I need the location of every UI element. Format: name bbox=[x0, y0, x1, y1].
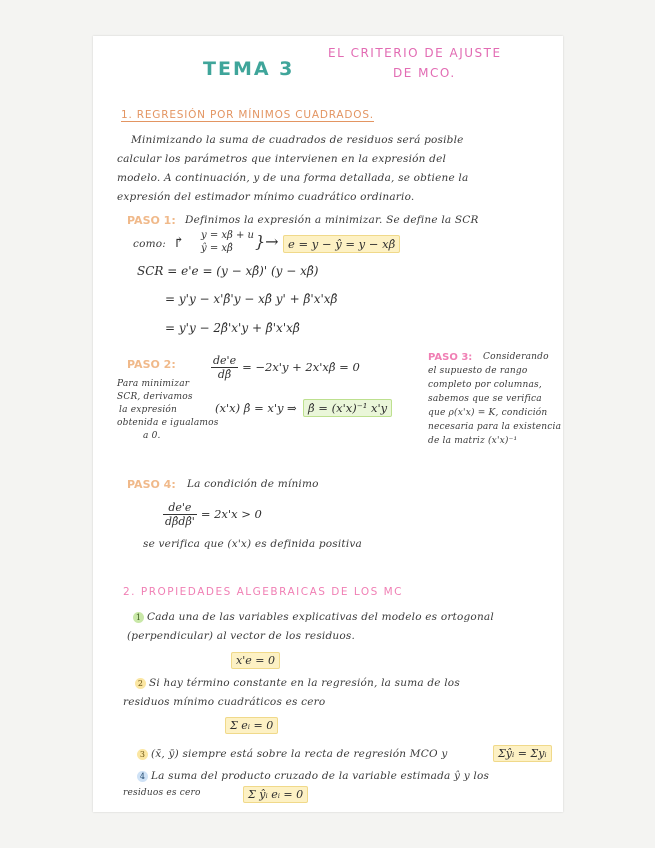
property-2-badge: 2 bbox=[135, 678, 146, 689]
scr-line-2: = y'y − x'β̂'y − xβ̂ y' + β̂'x'xβ̂ bbox=[165, 292, 338, 306]
intro-line-2: calcular los parámetros que intervienen en la expresión del bbox=[117, 153, 447, 165]
property-4-equation: Σ ŷᵢ eᵢ = 0 bbox=[243, 786, 308, 803]
deriv-den: dβ̂ bbox=[217, 368, 232, 381]
paso2-note-1: Para minimizar bbox=[117, 379, 190, 389]
intro-line-4: expresión del estimador mínimo cuadrático ordinario. bbox=[117, 191, 415, 203]
paso3-line-6: necesaria para la existencia bbox=[428, 422, 562, 432]
paso1-text: Definimos la expresión a minimizar. Se define la SCR bbox=[185, 214, 479, 226]
paso3-line-1: Considerando bbox=[483, 352, 549, 362]
d2-den: dβ̂dβ̂' bbox=[165, 515, 195, 528]
positive-definite-note: se verifica que (x'x) es definida positiva bbox=[143, 538, 362, 550]
property-4-line-2: residuos es cero bbox=[123, 788, 201, 798]
paso2-note-4: obtenida e igualamos bbox=[117, 418, 219, 428]
implies-arrow: ⇒ bbox=[287, 401, 297, 415]
paso2-note-2: SCR, derivamos bbox=[117, 392, 193, 402]
header-title-line2: DE MCO. bbox=[393, 66, 456, 80]
property-4-badge: 4 bbox=[137, 771, 148, 782]
header-title-line1: EL CRITERIO DE AJUSTE bbox=[328, 46, 502, 60]
property-3 bbox=[137, 748, 447, 760]
d2-rhs: = 2x'x > 0 bbox=[200, 507, 262, 521]
paso4-label: PASO 4: bbox=[127, 478, 176, 491]
system-bottom: ŷ = xβ̂ bbox=[201, 243, 233, 254]
paso3-line-5: que ρ(x'x) = K, condición bbox=[428, 408, 548, 418]
paso2-label: PASO 2: bbox=[127, 358, 176, 371]
property-1-badge: 1 bbox=[133, 612, 144, 623]
section2-heading: 2. PROPIEDADES ALGEBRAICAS DE LOS MC bbox=[123, 586, 403, 598]
property-1 bbox=[133, 611, 494, 623]
scr-line-3: = y'y − 2β̂'x'y + β̂'x'xβ̂ bbox=[165, 321, 300, 335]
paso3-line-2: el supuesto de rango bbox=[428, 366, 528, 376]
notebook-page bbox=[93, 36, 563, 812]
paso3-line-4: sabemos que se verifica bbox=[428, 394, 542, 404]
d2-num: de'e bbox=[163, 501, 197, 515]
second-derivative bbox=[163, 501, 262, 528]
property-4-line-1: La suma del producto cruzado de la variable estimada ŷ y los bbox=[151, 770, 490, 782]
paso2-note-3: la expresión bbox=[119, 405, 178, 415]
property-3-badge: 3 bbox=[137, 749, 148, 760]
paso4-text: La condición de mínimo bbox=[187, 478, 319, 490]
property-2-line-2: residuos mínimo cuadráticos es cero bbox=[123, 696, 326, 708]
section1-heading: 1. REGRESIÓN POR MÍNIMOS CUADRADOS. bbox=[121, 109, 374, 121]
paso3-line-7: de la matriz (x'x)⁻¹ bbox=[428, 436, 518, 446]
property-2-equation: Σ eᵢ = 0 bbox=[225, 717, 278, 734]
paso3-label: PASO 3: bbox=[428, 352, 473, 363]
tema-title: TEMA 3 bbox=[203, 58, 295, 80]
intro-line-3: modelo. A continuación, y de una forma detallada, se obtiene la bbox=[117, 172, 469, 184]
deriv-num: de'e bbox=[213, 354, 237, 367]
paso1-como: como: bbox=[133, 238, 167, 250]
property-2 bbox=[135, 677, 460, 689]
property-2-line-1: Si hay término constante en la regresión, la suma de los bbox=[149, 677, 460, 689]
residual-definition: e = y − ŷ = y − xβ̂ bbox=[283, 235, 400, 253]
deriv-rhs: = −2x'y + 2x'xβ̂ = 0 bbox=[242, 360, 360, 374]
property-3-equation: Σŷᵢ = Σyᵢ bbox=[493, 745, 552, 762]
system-top: y = xβ + u bbox=[201, 230, 254, 241]
property-4 bbox=[137, 770, 489, 782]
paso2-note-5: a 0. bbox=[143, 431, 161, 441]
brace-arrow: }→ bbox=[255, 232, 279, 251]
normal-equations: (x'x) β̂ = x'y bbox=[215, 401, 284, 415]
paso3-line-3: completo por columnas, bbox=[428, 380, 542, 390]
scr-line-1: SCR = e'e = (y − xβ̂)' (y − xβ̂) bbox=[137, 264, 319, 278]
property-1-line-1: Cada una de las variables explicativas del modelo es ortogonal bbox=[147, 611, 494, 623]
arrow-icon: ↱ bbox=[173, 235, 185, 251]
intro-line-1: Minimizando la suma de cuadrados de residuos será posible bbox=[131, 134, 464, 146]
property-1-line-2: (perpendicular) al vector de los residuos. bbox=[127, 630, 356, 642]
property-3-text: (x̄, ȳ) siempre está sobre la recta de regresión MCO y bbox=[151, 748, 448, 760]
first-derivative bbox=[211, 354, 360, 381]
property-1-equation: x'e = 0 bbox=[231, 652, 280, 669]
ols-estimator: β̂ = (x'x)⁻¹ x'y bbox=[303, 399, 392, 417]
paso1-label: PASO 1: bbox=[127, 214, 176, 227]
